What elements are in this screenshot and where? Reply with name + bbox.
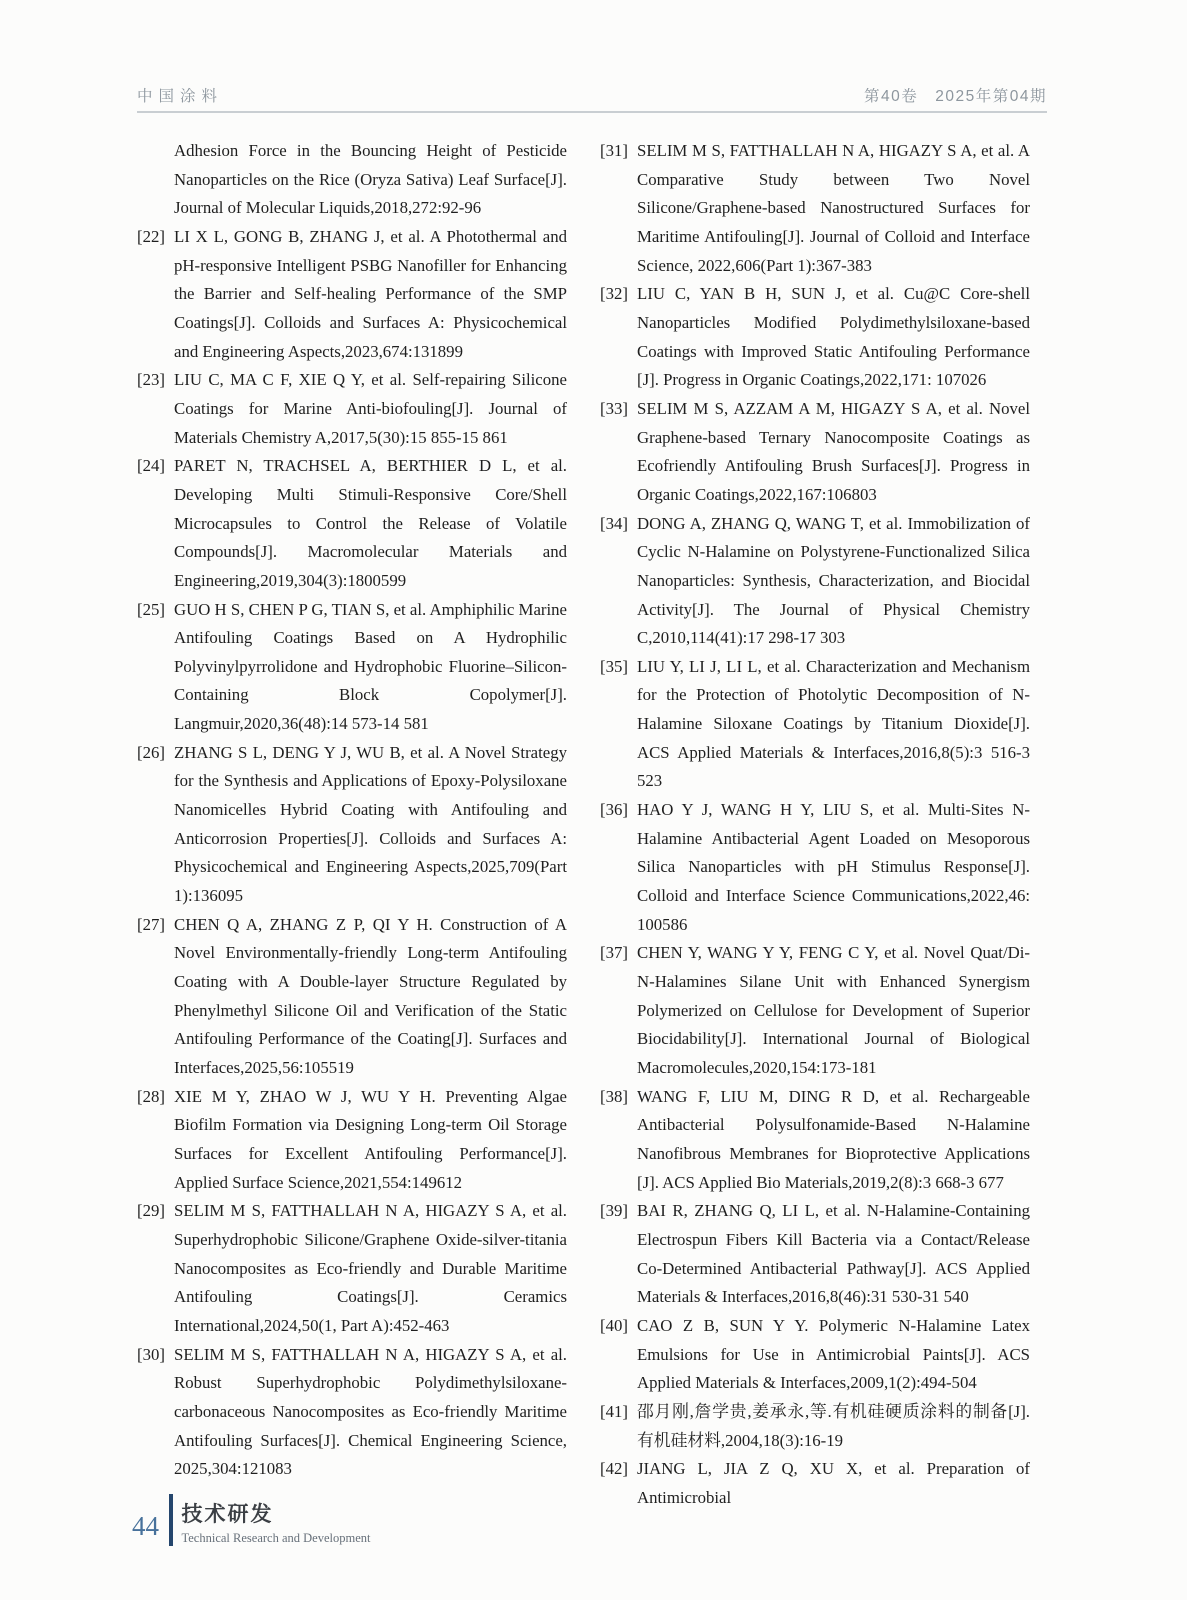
reference-number: [36] <box>600 800 628 820</box>
reference-text: JIANG L, JIA Z Q, XU X, et al. Preparation of Antimicrobial <box>637 1459 1030 1507</box>
header-divider <box>137 111 1047 113</box>
reference-number: [32] <box>600 284 628 304</box>
reference-entry-34 <box>600 510 1030 653</box>
footer-section-titles <box>182 1492 371 1546</box>
reference-number: [35] <box>600 656 628 676</box>
reference-text: GUO H S, CHEN P G, TIAN S, et al. Amphiphilic Marine Antifouling Coatings Based on A Hydrophilic Polyvinylpyrrolidone and Hydrophobic Fluorine–Silicon-Containing Block Copolymer[J]. Langmuir,2020,36(48):14 573-14 581 <box>174 599 567 734</box>
reference-entry-36 <box>600 796 1030 939</box>
reference-entry-31 <box>600 137 1030 280</box>
reference-number: [24] <box>137 456 165 476</box>
reference-entry-40 <box>600 1312 1030 1398</box>
reference-number: [41] <box>600 1401 628 1421</box>
reference-number: [26] <box>137 742 165 762</box>
reference-number: [38] <box>600 1086 628 1106</box>
reference-number: [29] <box>137 1201 165 1221</box>
reference-text: LIU Y, LI J, LI L, et al. Characterization and Mechanism for the Protection of Photolytic Decomposition of N-Halamine Siloxane Coatings by Titanium Dioxide[J]. ACS Applied Materials & Interfaces,2016,8(5):3 516-3 523 <box>637 656 1030 791</box>
reference-number: [27] <box>137 914 165 934</box>
reference-text: PARET N, TRACHSEL A, BERTHIER D L, et al. Developing Multi Stimuli-Responsive Core/Shell Microcapsules to Control the Release of Volatile Compounds[J]. Macromolecular Materials and Engineering,2019,304(3):1800599 <box>174 456 567 590</box>
page-header <box>137 84 1047 106</box>
reference-text: HAO Y J, WANG H Y, LIU S, et al. Multi-Sites N-Halamine Antibacterial Agent Loaded on Mesoporous Silica Nanoparticles with pH Stimulus Response[J]. Colloid and Interface Science Communications,2022,46: 100586 <box>637 800 1030 934</box>
page-number: 44 <box>132 1510 159 1541</box>
reference-number: [39] <box>600 1201 628 1221</box>
references-right-column <box>600 137 1030 1513</box>
reference-text: WANG F, LIU M, DING R D, et al. Rechargeable Antibacterial Polysulfonamide-Based N-Halamine Nanofibrous Membranes for Bioprotective Applications [J]. ACS Applied Bio Materials,2019,2(8):3 668-3 677 <box>637 1086 1030 1192</box>
reference-text: LI X L, GONG B, ZHANG J, et al. A Photothermal and pH-responsive Intelligent PSBG Nanofiller for Enhancing the Barrier and Self-healing Performance of the SMP Coatings[J]. Colloids and Surfaces A: Physicochemical and Engineering Aspects,2023,674:131899 <box>174 226 567 361</box>
reference-number: [33] <box>600 398 628 418</box>
reference-text: BAI R, ZHANG Q, LI L, et al. N-Halamine-Containing Electrospun Fibers Kill Bacteria via a Contact/Release Co-Determined Antibacterial Pathway[J]. ACS Applied Materials & Interfaces,2016,8(46):31 530-31 540 <box>637 1201 1030 1307</box>
reference-text: CHEN Y, WANG Y Y, FENG C Y, et al. Novel Quat/Di-N-Halamines Silane Unit with Enhanced Synergism Polymerized on Cellulose for Development of Superior Biocidability[J]. International Journal of Biological Macromolecules,2020,154:173-181 <box>637 943 1030 1077</box>
reference-entry-28 <box>137 1083 567 1198</box>
reference-entry-25 <box>137 596 567 739</box>
reference-entry-21-continuation <box>137 137 567 223</box>
issue-info: 第40卷 2025年第04期 <box>864 88 1047 105</box>
reference-entry-33 <box>600 395 1030 510</box>
reference-text: 邵月刚,詹学贵,姜承永,等.有机硅硬质涂料的制备[J]. 有机硅材料,2004,18(3):16-19 <box>637 1401 1030 1450</box>
reference-text: LIU C, MA C F, XIE Q Y, et al. Self-repairing Silicone Coatings for Marine Anti-biofouling[J]. Journal of Materials Chemistry A,2017,5(30):15 855-15 861 <box>174 370 567 447</box>
references-section <box>137 137 1030 1513</box>
reference-entry-35 <box>600 653 1030 796</box>
reference-entry-42 <box>600 1455 1030 1512</box>
reference-text: SELIM M S, AZZAM A M, HIGAZY S A, et al. Novel Graphene-based Ternary Nanocomposite Coatings as Ecofriendly Antifouling Brush Surfaces[J]. Progress in Organic Coatings,2022,167:106803 <box>637 398 1030 504</box>
reference-entry-41 <box>600 1398 1030 1455</box>
reference-number: [31] <box>600 141 628 160</box>
reference-text: SELIM M S, FATTHALLAH N A, HIGAZY S A, et al. Robust Superhydrophobic Polydimethylsiloxane-carbonaceous Nanocomposites as Eco-friendly Maritime Antifouling Surfaces[J]. Chemical Engineering Science, 2025,304:121083 <box>174 1344 567 1479</box>
reference-text: SELIM M S, FATTHALLAH N A, HIGAZY S A, et al. A Comparative Study between Two Novel Silicone/Graphene-based Nanostructured Surfaces for Maritime Antifouling[J]. Journal of Colloid and Interface Science, 2022,606(Part 1):367-383 <box>637 141 1030 275</box>
reference-text: CAO Z B, SUN Y Y. Polymeric N-Halamine Latex Emulsions for Use in Antimicrobial Paints[J]. ACS Applied Materials & Interfaces,2009,1(2):494-504 <box>637 1315 1030 1393</box>
reference-entry-26 <box>137 739 567 911</box>
reference-number: [42] <box>600 1459 628 1479</box>
reference-entry-29 <box>137 1197 567 1340</box>
reference-number: [25] <box>137 599 165 619</box>
reference-entry-38 <box>600 1083 1030 1198</box>
section-title-zh: 技术研发 <box>181 1503 274 1526</box>
reference-entry-37 <box>600 939 1030 1082</box>
reference-number: [34] <box>600 513 628 533</box>
reference-text: ZHANG S L, DENG Y J, WU B, et al. A Novel Strategy for the Synthesis and Applications of Epoxy-Polysiloxane Nanomicelles Hybrid Coating with Antifouling and Anticorrosion Properties[J]. Colloids and Surfaces A: Physicochemical and Engineering Aspects,2025,709(Part 1):136095 <box>174 742 567 906</box>
reference-text: SELIM M S, FATTHALLAH N A, HIGAZY S A, et al. Superhydrophobic Silicone/Graphene Oxide-silver-titania Nanocomposites as Eco-friendly and Durable Maritime Antifouling Coatings[J]. Ceramics International,2024,50(1, Part A):452-463 <box>174 1201 567 1335</box>
reference-number: [37] <box>600 943 628 963</box>
reference-number: [22] <box>137 226 165 246</box>
reference-text: XIE M Y, ZHAO W J, WU Y H. Preventing Algae Biofilm Formation via Designing Long-term Oil Storage Surfaces for Excellent Antifouling Performance[J]. Applied Surface Science,2021,554:149612 <box>174 1086 567 1192</box>
reference-entry-30 <box>137 1341 567 1484</box>
reference-number: [23] <box>137 370 165 390</box>
reference-entry-23 <box>137 366 567 452</box>
journal-name: 中国涂料 <box>137 88 224 105</box>
reference-entry-32 <box>600 280 1030 395</box>
reference-entry-24 <box>137 452 567 595</box>
section-title-en: Technical Research and Development <box>181 1531 371 1545</box>
references-left-column <box>137 137 567 1513</box>
reference-text: LIU C, YAN B H, SUN J, et al. Cu@C Core-shell Nanoparticles Modified Polydimethylsiloxane-based Coatings with Improved Static Antifouling Performance [J]. Progress in Organic Coatings,2022,171: 107026 <box>637 284 1030 390</box>
reference-entry-22 <box>137 223 567 366</box>
page-footer <box>132 1492 370 1546</box>
reference-number: [30] <box>137 1344 165 1364</box>
reference-entry-27 <box>137 911 567 1083</box>
reference-number: [40] <box>600 1315 628 1335</box>
reference-text: DONG A, ZHANG Q, WANG T, et al. Immobilization of Cyclic N-Halamine on Polystyrene-Functionalized Silica Nanoparticles: Synthesis, Characterization, and Biocidal Activity[J]. The Journal of Physical Chemistry C,2010,114(41):17 298-17 303 <box>637 513 1030 648</box>
reference-text: Adhesion Force in the Bouncing Height of Pesticide Nanoparticles on the Rice (Oryza Sativa) Leaf Surface[J]. Journal of Molecular Liquids,2018,272:92-96 <box>174 141 567 218</box>
reference-text: CHEN Q A, ZHANG Z P, QI Y H. Construction of A Novel Environmentally-friendly Long-term Antifouling Coating with A Double-layer Structure Regulated by Phenylmethyl Silicone Oil and Verification of the Static Antifouling Performance of the Coating[J]. Surfaces and Interfaces,2025,56:105519 <box>174 914 567 1077</box>
reference-entry-39 <box>600 1197 1030 1312</box>
footer-divider <box>169 1494 173 1546</box>
reference-number: [28] <box>137 1086 165 1106</box>
